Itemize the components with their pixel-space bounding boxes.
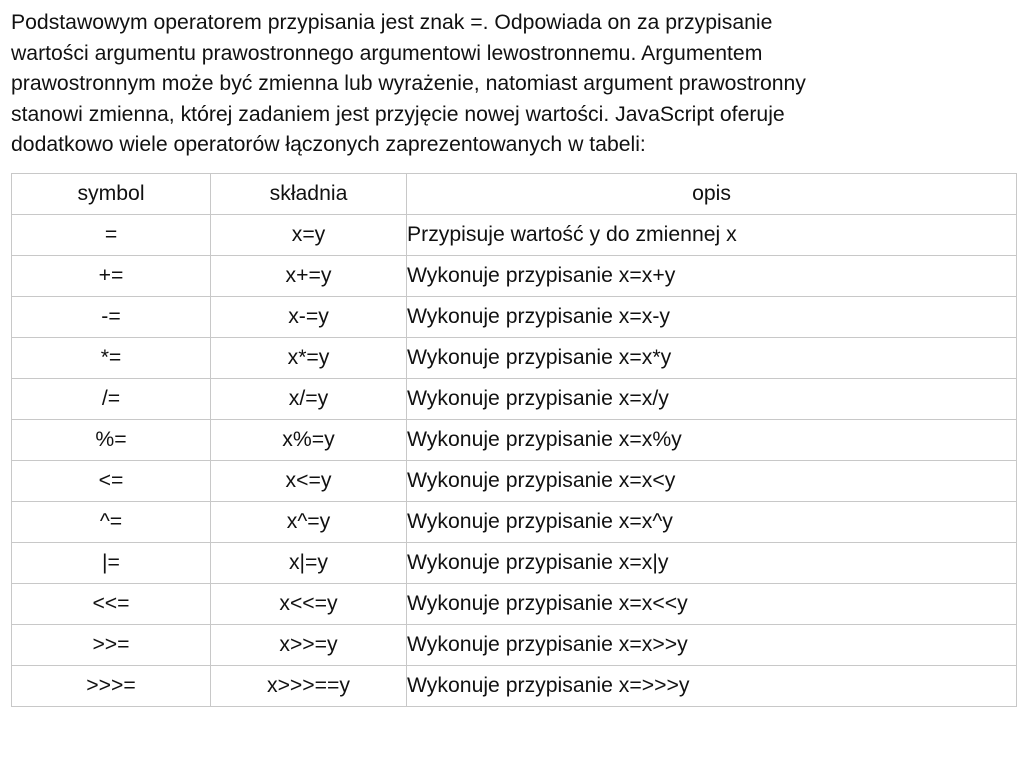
cell-syntax: x%=y: [211, 420, 407, 461]
cell-symbol: <<=: [12, 584, 211, 625]
cell-symbol: /=: [12, 379, 211, 420]
table-row: [12, 215, 1017, 256]
cell-syntax: x<=y: [211, 461, 407, 502]
table-row: [12, 543, 1017, 584]
table-row: [12, 666, 1017, 707]
cell-syntax: x^=y: [211, 502, 407, 543]
cell-symbol: >>=: [12, 625, 211, 666]
cell-description: Wykonuje przypisanie x=x>>y: [407, 625, 1017, 666]
cell-symbol: |=: [12, 543, 211, 584]
cell-syntax: x-=y: [211, 297, 407, 338]
cell-syntax: x+=y: [211, 256, 407, 297]
table-row: [12, 625, 1017, 666]
table-row: [12, 379, 1017, 420]
table-row: [12, 256, 1017, 297]
cell-syntax: x/=y: [211, 379, 407, 420]
cell-syntax: x=y: [211, 215, 407, 256]
table-row: [12, 420, 1017, 461]
cell-description: Wykonuje przypisanie x=x%y: [407, 420, 1017, 461]
cell-description: Wykonuje przypisanie x=x/y: [407, 379, 1017, 420]
cell-syntax: x>>>==y: [211, 666, 407, 707]
cell-description: Wykonuje przypisanie x=x|y: [407, 543, 1017, 584]
cell-description: Wykonuje przypisanie x=>>>y: [407, 666, 1017, 707]
cell-symbol: %=: [12, 420, 211, 461]
header-symbol: symbol: [12, 174, 211, 215]
cell-symbol: -=: [12, 297, 211, 338]
cell-symbol: *=: [12, 338, 211, 379]
cell-description: Wykonuje przypisanie x=x<y: [407, 461, 1017, 502]
cell-description: Przypisuje wartość y do zmiennej x: [407, 215, 1017, 256]
header-syntax: składnia: [211, 174, 407, 215]
cell-syntax: x<<=y: [211, 584, 407, 625]
cell-symbol: <=: [12, 461, 211, 502]
operators-table: [11, 173, 1017, 707]
table-header-row: [12, 174, 1017, 215]
cell-symbol: >>>=: [12, 666, 211, 707]
table-row: [12, 502, 1017, 543]
cell-description: Wykonuje przypisanie x=x-y: [407, 297, 1017, 338]
cell-description: Wykonuje przypisanie x=x^y: [407, 502, 1017, 543]
cell-syntax: x>>=y: [211, 625, 407, 666]
table-body: [12, 215, 1017, 707]
cell-syntax: x*=y: [211, 338, 407, 379]
cell-symbol: =: [12, 215, 211, 256]
cell-description: Wykonuje przypisanie x=x+y: [407, 256, 1017, 297]
table-row: [12, 461, 1017, 502]
cell-symbol: +=: [12, 256, 211, 297]
table-row: [12, 297, 1017, 338]
table-row: [12, 584, 1017, 625]
cell-description: Wykonuje przypisanie x=x*y: [407, 338, 1017, 379]
header-description: opis: [407, 174, 1017, 215]
cell-syntax: x|=y: [211, 543, 407, 584]
intro-paragraph: Podstawowym operatorem przypisania jest znak =. Odpowiada on za przypisanie wartości argumentu prawostronnego argumentowi lewostronnemu. Argumentem prawostronnym może być zmienna lub wyrażenie, natomiast argument prawostronny stanowi zmienna, której zadaniem jest przyjęcie nowej wartości. JavaScript oferuje dodatkowo wiele operatorów łączonych zaprezentowanych w tabeli:: [11, 11, 806, 157]
cell-symbol: ^=: [12, 502, 211, 543]
table-row: [12, 338, 1017, 379]
cell-description: Wykonuje przypisanie x=x<<y: [407, 584, 1017, 625]
